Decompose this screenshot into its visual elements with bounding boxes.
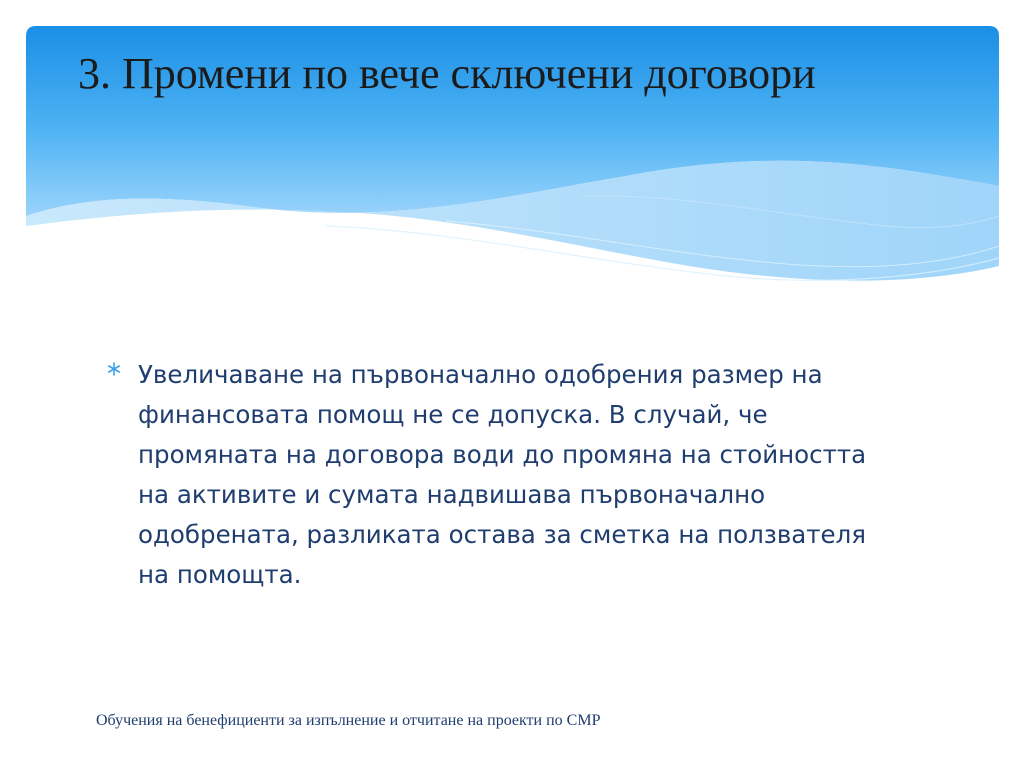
list-item: [104, 355, 904, 595]
asterisk-bullet-icon: [104, 359, 124, 379]
slide-title: 3. Промени по вече сключени договори: [78, 49, 816, 98]
bullet-text: Увеличаване на първоначално одобрения размер на финансовата помощ не се допуска. В случай, че промяната на договора води до промяна на стойността на активите и сумата надвишава първоначално одобрената, разликата остава за сметка на ползвателя на помощта.: [138, 360, 867, 589]
slide-footer: Обучения на бенефициенти за изпълнение и отчитане на проекти по СМР: [96, 712, 601, 729]
bullet-list: [104, 355, 904, 595]
